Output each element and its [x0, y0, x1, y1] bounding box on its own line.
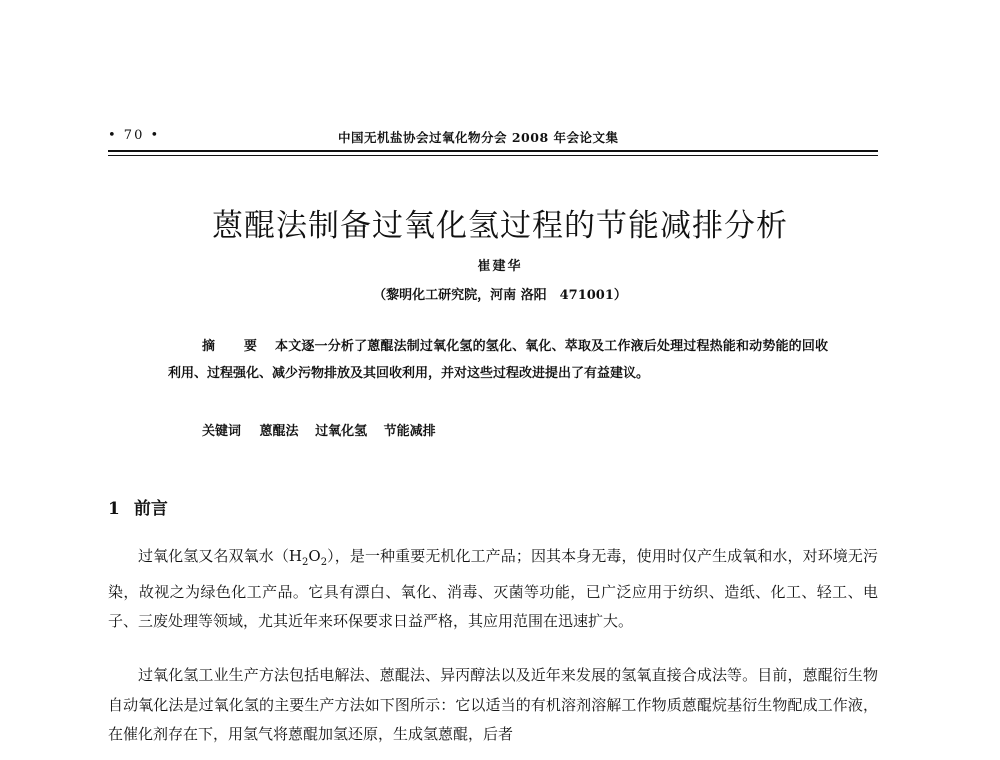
keyword-item: 蒽醌法 [259, 424, 299, 439]
author-name: 崔建华 [477, 259, 523, 274]
running-header [108, 128, 878, 146]
header-rule-thin [108, 155, 878, 156]
keywords [202, 420, 842, 439]
author-affiliation: （黎明化工研究院，河南 洛阳 471001） [373, 288, 627, 303]
section-number: 1 [108, 499, 120, 519]
header-rule-thick [108, 150, 878, 152]
subscript: 2 [302, 557, 309, 568]
keywords-label: 关键词 [202, 424, 242, 439]
paragraph-text: ），是一种重要无机化工产品；因其本身无毒，使用时仅产生成氧和水，对环境无污染，故视之为绿色化工产品。它具有漂白、氧化、消毒、灭菌等功能，已广泛应用于纺织、造纸、化工、轻工、电子、三废处理等领域，尤其近年来环保要求日益严格，其应用范围在迅速扩大。 [108, 547, 878, 630]
abstract-text: 本文逐一分析了蒽醌法制过氧化氢的氢化、氧化、萃取及工作液后处理过程热能和动势能的回收利用、过程强化、减少污物排放及其回收利用，并对这些过程改进提出了有益建议。 [168, 339, 828, 381]
section-heading [108, 494, 168, 519]
keyword-item: 节能减排 [383, 424, 436, 439]
abstract [168, 333, 828, 387]
subscript: 2 [320, 557, 328, 568]
formula-h2o2 [302, 547, 328, 568]
paragraph-text: 过氧化氢又名双氧水（H [138, 547, 303, 565]
abstract-label: 摘 要 [202, 339, 270, 354]
page-number: • 70 • [108, 128, 161, 143]
body-paragraph-1 [108, 542, 878, 637]
paper-title: 蒽醌法制备过氧化氢过程的节能减排分析 [212, 208, 788, 244]
journal-title: 中国无机盐协会过氧化物分会 2008 年会论文集 [338, 130, 619, 145]
section-title: 前言 [133, 499, 168, 519]
formula-element: O [308, 547, 321, 565]
body-paragraph-2: 过氧化氢工业生产方法包括电解法、蒽醌法、异丙醇法以及近年来发展的氢氧直接合成法等。目前，蒽醌衍生物自动氧化法是过氧化氢的主要生产方法如下图所示：它以适当的有机溶剂溶解工作物质蒽醌烷基衍生物配成工作液，在催化剂存在下，用氢气将蒽醌加氢还原，生成氢蒽醌，后者 [108, 666, 878, 743]
keyword-item: 过氧化氢 [315, 424, 368, 439]
